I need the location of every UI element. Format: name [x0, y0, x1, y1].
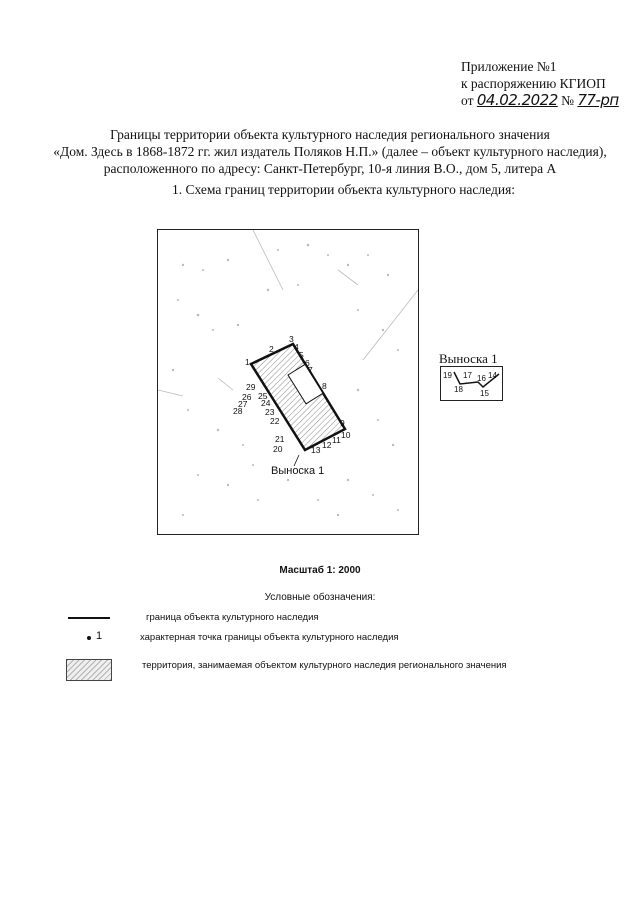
appendix-number: 77-рп: [577, 91, 619, 109]
point-7: 7: [308, 365, 313, 375]
title-line-1: Границы территории объекта культурного наследия регионального значения: [110, 127, 550, 142]
point-12: 12: [322, 440, 332, 450]
map-callout-label: Выноска 1: [271, 465, 325, 477]
document-title: [40, 126, 620, 177]
point-27: 27: [238, 399, 248, 409]
callout-point-18: 18: [454, 385, 463, 394]
point-2: 2: [269, 344, 274, 354]
point-10: 10: [341, 430, 351, 440]
appendix-order: к распоряжению КГИОП: [461, 76, 606, 91]
legend-boundary-label: граница объекта культурного наследия: [146, 612, 319, 623]
point-4: 4: [294, 342, 299, 352]
point-26: 26: [242, 392, 252, 402]
point-24: 24: [261, 398, 271, 408]
point-13: 13: [311, 445, 321, 455]
boundary-map: [157, 229, 419, 535]
legend-territory-swatch: [66, 659, 112, 681]
point-1: 1: [245, 357, 250, 367]
callout-detail: [440, 366, 503, 401]
appendix-date: 04.02.2022: [476, 91, 558, 109]
point-28: 28: [233, 406, 243, 416]
callout-point-19: 19: [443, 371, 452, 380]
map-scale: Масштаб 1: 2000: [279, 565, 361, 576]
title-line-2: «Дом. Здесь в 1868-1872 гг. жил издатель Поляков Н.П.» (далее – объект культурного наследия),: [53, 144, 607, 159]
point-20: 20: [273, 444, 283, 454]
point-8: 8: [322, 381, 327, 391]
point-9: 9: [340, 418, 345, 428]
point-23: 23: [265, 407, 275, 417]
callout-point-15: 15: [480, 389, 489, 398]
appendix-prefix: от: [461, 93, 474, 108]
callout-drawing: [441, 367, 502, 400]
legend-boundary-line: [68, 617, 110, 619]
appendix-title: Приложение №1: [461, 59, 557, 74]
map-drawing: [158, 230, 418, 534]
point-5: 5: [299, 350, 304, 360]
point-21: 21: [275, 434, 285, 444]
legend-title: Условные обозначения:: [264, 592, 376, 603]
legend-territory-label: территория, занимаемая объектом культурного наследия регионального значения: [142, 660, 507, 671]
point-6: 6: [305, 358, 310, 368]
point-3: 3: [289, 334, 294, 344]
point-29: 29: [246, 382, 256, 392]
point-22: 22: [270, 416, 280, 426]
legend-point-number: 1: [96, 630, 103, 642]
appendix-date-line: [461, 92, 619, 109]
legend-point-label: характерная точка границы объекта культурного наследия: [140, 632, 399, 643]
point-11: 11: [332, 435, 341, 445]
appendix-block: [461, 58, 619, 109]
callout-point-17: 17: [463, 371, 472, 380]
callout-point-14: 14: [488, 371, 497, 380]
callout-point-16: 16: [477, 374, 486, 383]
appendix-number-sign: №: [561, 93, 575, 108]
section-heading: 1. Схема границ территории объекта культурного наследия:: [172, 182, 516, 197]
callout-title: Выноска 1: [439, 351, 498, 366]
point-25: 25: [258, 391, 268, 401]
legend-point-marker: [87, 636, 91, 640]
title-line-3: расположенного по адресу: Санкт-Петербург, 10-я линия В.О., дом 5, литера А: [103, 161, 557, 176]
